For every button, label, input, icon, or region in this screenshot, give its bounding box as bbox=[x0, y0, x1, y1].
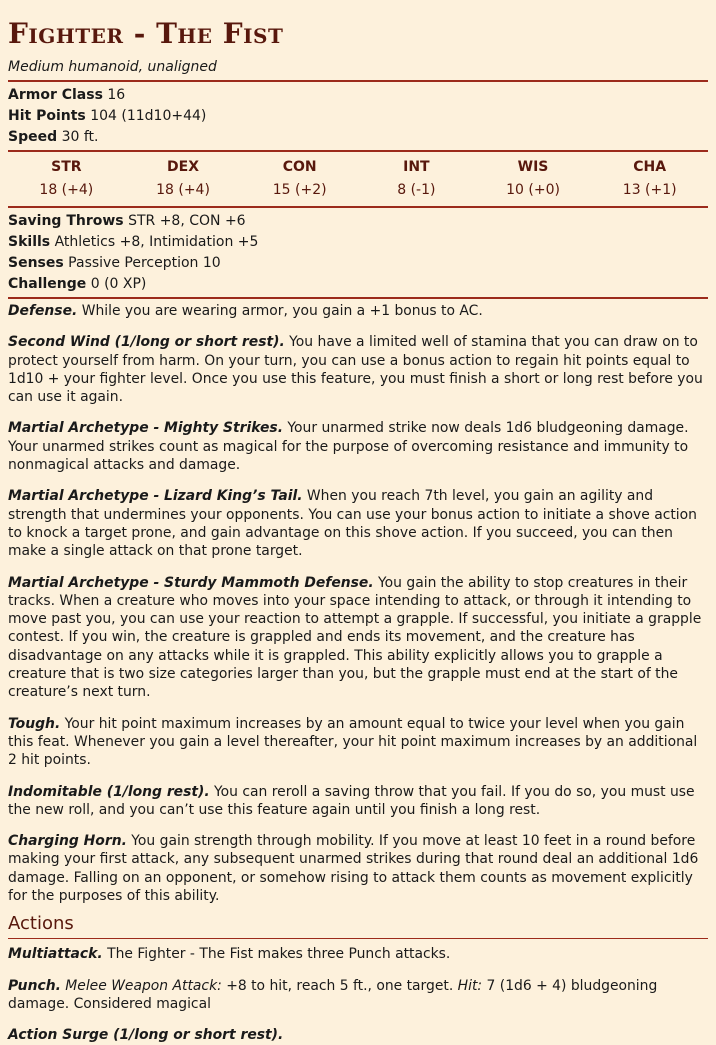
hit-points: Hit Points 104 (11d10+44) bbox=[8, 108, 207, 124]
ability-int: INT 8 (-1) bbox=[397, 159, 436, 198]
page-title: Fighter - The Fist bbox=[8, 17, 284, 50]
trait-charging-horn: Charging Horn. You gain strength through mobility. If you move at least 10 feet in a round before making your first attack, any subsequent unarmed strikes during that round deal an additional 1d6 damage. Falling on an opponent, or somehow rising to attack them counts as movement explicitly for the purposes of this ability. bbox=[8, 833, 699, 905]
action-multiattack: Multiattack. The Fighter - The Fist makes three Punch attacks. bbox=[8, 946, 451, 963]
action-action-surge: Action Surge (1/long or short rest). bbox=[8, 1027, 284, 1044]
skills: Skills Athletics +8, Intimidation +5 bbox=[8, 234, 259, 250]
trait-lizard-kings-tail: Martial Archetype - Lizard King’s Tail. When you reach 7th level, you gain an agility and strength that undermines your opponents. You can use your bonus action to initiate a shove action to knock a target prone, and gain advantage on this shove action. If you succeed, you can then make a single attack on that prone target. bbox=[8, 488, 697, 560]
senses: Senses Passive Perception 10 bbox=[8, 255, 221, 271]
divider bbox=[8, 80, 708, 82]
divider bbox=[8, 297, 708, 299]
challenge: Challenge 0 (0 XP) bbox=[8, 276, 147, 292]
trait-mighty-strikes: Martial Archetype - Mighty Strikes. Your unarmed strike now deals 1d6 bludgeoning damage. Your unarmed strikes count as magical for the purpose of overcoming resistance and immunity to nonmagical attacks and damage. bbox=[8, 420, 689, 474]
creature-type: Medium humanoid, unaligned bbox=[8, 59, 217, 75]
divider bbox=[8, 206, 708, 208]
trait-second-wind: Second Wind (1/long or short rest). You have a limited well of stamina that you can draw on to protect yourself from harm. On your turn, you can use a bonus action to regain hit points equal to 1d10 + your fighter level. Once you use this feature, you must finish a short or long rest before you can use it again. bbox=[8, 334, 703, 406]
trait-defense: Defense. While you are wearing armor, you gain a +1 bonus to AC. bbox=[8, 303, 483, 319]
ability-scores bbox=[8, 156, 708, 202]
ability-con: CON 15 (+2) bbox=[272, 159, 327, 198]
ability-dex: DEX 18 (+4) bbox=[156, 159, 210, 198]
trait-tough: Tough. Your hit point maximum increases by an amount equal to twice your level when you gain this feat. Whenever you gain a level thereafter, your hit point maximum increases by an additional 2 hit points. bbox=[8, 715, 698, 769]
saving-throws: Saving Throws STR +8, CON +6 bbox=[8, 213, 246, 229]
ability-wis: WIS 10 (+0) bbox=[506, 159, 560, 198]
trait-sturdy-mammoth-defense: Martial Archetype - Sturdy Mammoth Defense. You gain the ability to stop creatures in their tracks. When a creature who moves into your space intending to attack, or through it intending to move past you, you can use your reaction to attempt a grapple. If successful, you initiate a grapple contest. If you win, the creature is grappled and ends its movement, and the creature has disadvantage on any attacks while it is grappled. This ability explicitly allows you to grapple a creature that is two size categories larger than you, but the grapple must end at the start of the creature’s next turn. bbox=[8, 574, 702, 701]
actions-heading: Actions bbox=[8, 912, 708, 939]
speed: Speed 30 ft. bbox=[8, 129, 99, 145]
ability-str: STR 18 (+4) bbox=[39, 159, 94, 198]
divider bbox=[8, 150, 708, 152]
armor-class: Armor Class 16 bbox=[8, 87, 126, 103]
ability-cha: CHA 13 (+1) bbox=[622, 159, 677, 198]
trait-indomitable: Indomitable (1/long rest). You can reroll a saving throw that you fail. If you do so, you must use the new roll, and you can’t use this feature again until you finish a long rest. bbox=[8, 783, 695, 818]
action-punch: Punch. Melee Weapon Attack: +8 to hit, reach 5 ft., one target. Hit: 7 (1d6 + 4) bludgeoning damage. Considered magical bbox=[8, 977, 658, 1012]
